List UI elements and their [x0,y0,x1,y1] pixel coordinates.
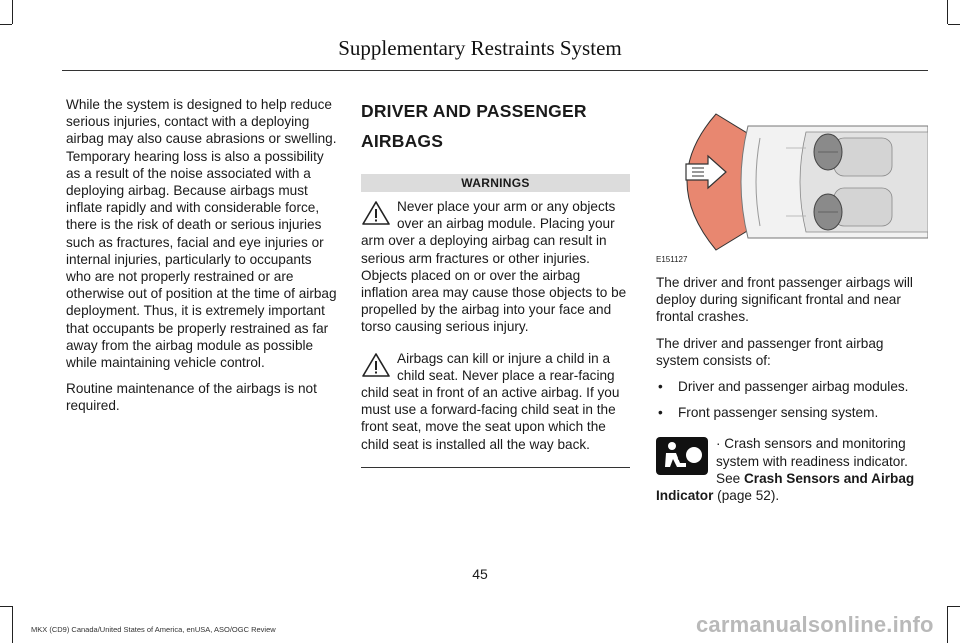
crop-mark [0,24,12,25]
cross-reference-link[interactable]: Crash Sensors and Airbag Indicator [656,470,915,504]
paragraph: While the system is designed to help reduce serious injuries, contact with a deploying airbag may also cause abrasions or swelling. Temporary hearing loss is also a possibility as a result of the noise associated with a deploying airbag. Because airbags must inflate rapidly and with considerable force, there is the risk of death or serious injuries such as fractures, facial and eye injuries or internal injuries, particularly to occupants who are not properly restrained or are otherwise out of position at the time of airbag deployment. Thus, it is extremely important that occupants be properly restrained as far away from the airbag module as possible while maintaining vehicle control. [66,97,337,371]
header-divider [62,70,928,71]
airbag-deployment-figure [656,108,928,268]
crop-mark [948,24,960,25]
warning-text: Airbags can kill or injure a child in a child seat. Never place a rear-facing child seat in front of an active airbag. If you must use a forward-facing child seat in the front seat, move the seat upon which the child seat is installed all the way back. [361,350,620,452]
section-title-line: AIRBAGS [361,131,444,151]
airbag-indicator-icon [656,437,708,475]
left-column [66,96,338,424]
indicator-description [656,435,928,504]
watermark: carmanualsonline.info [696,612,934,637]
document-note: MKX (CD9) Canada/United States of America, enUSA, ASO/OGC Review [31,625,276,634]
car-top-view-illustration [656,108,928,258]
paragraph: The driver and front passenger airbags will deploy during significant frontal and near frontal crashes. [656,275,913,325]
figure-code: E151127 [656,254,688,264]
warning-triangle-icon [361,352,391,378]
crop-mark [948,606,960,607]
crop-mark [947,606,948,643]
warning-text: Never place your arm or any objects over an airbag module. Placing your arm over a deploying airbag can result in serious arm fractures or other injuries. Objects placed on or over the airbag inflation area may cause those objects to be propelled by the airbag into your face and torso causing serious injury. [361,199,627,335]
crop-mark [12,606,13,643]
warning-item [361,198,630,336]
section-title-line: DRIVER AND PASSENGER [361,101,587,121]
section-title [361,96,630,156]
warning-item [361,350,630,453]
warning-triangle-icon [361,200,391,226]
paragraph: The driver and passenger front airbag system consists of: [656,335,884,368]
right-column [656,108,928,504]
warnings-heading: WARNINGS [361,174,630,192]
crop-mark [0,606,12,607]
indicator-text: · Crash sensors and monitoring system with readiness indicator. See [716,436,908,486]
crop-mark [947,0,948,24]
crop-mark [12,0,13,24]
list-item: • Front passenger sensing system. [656,404,928,421]
page-number: 45 [472,566,488,582]
warnings-end-rule [361,467,630,468]
list-item: • Driver and passenger airbag modules. [656,378,928,395]
page-title: Supplementary Restraints System [338,36,622,60]
bullet-list [656,378,928,421]
page-reference: (page 52). [713,488,780,504]
paragraph: Routine maintenance of the airbags is not required. [66,381,317,414]
middle-column [361,96,630,468]
